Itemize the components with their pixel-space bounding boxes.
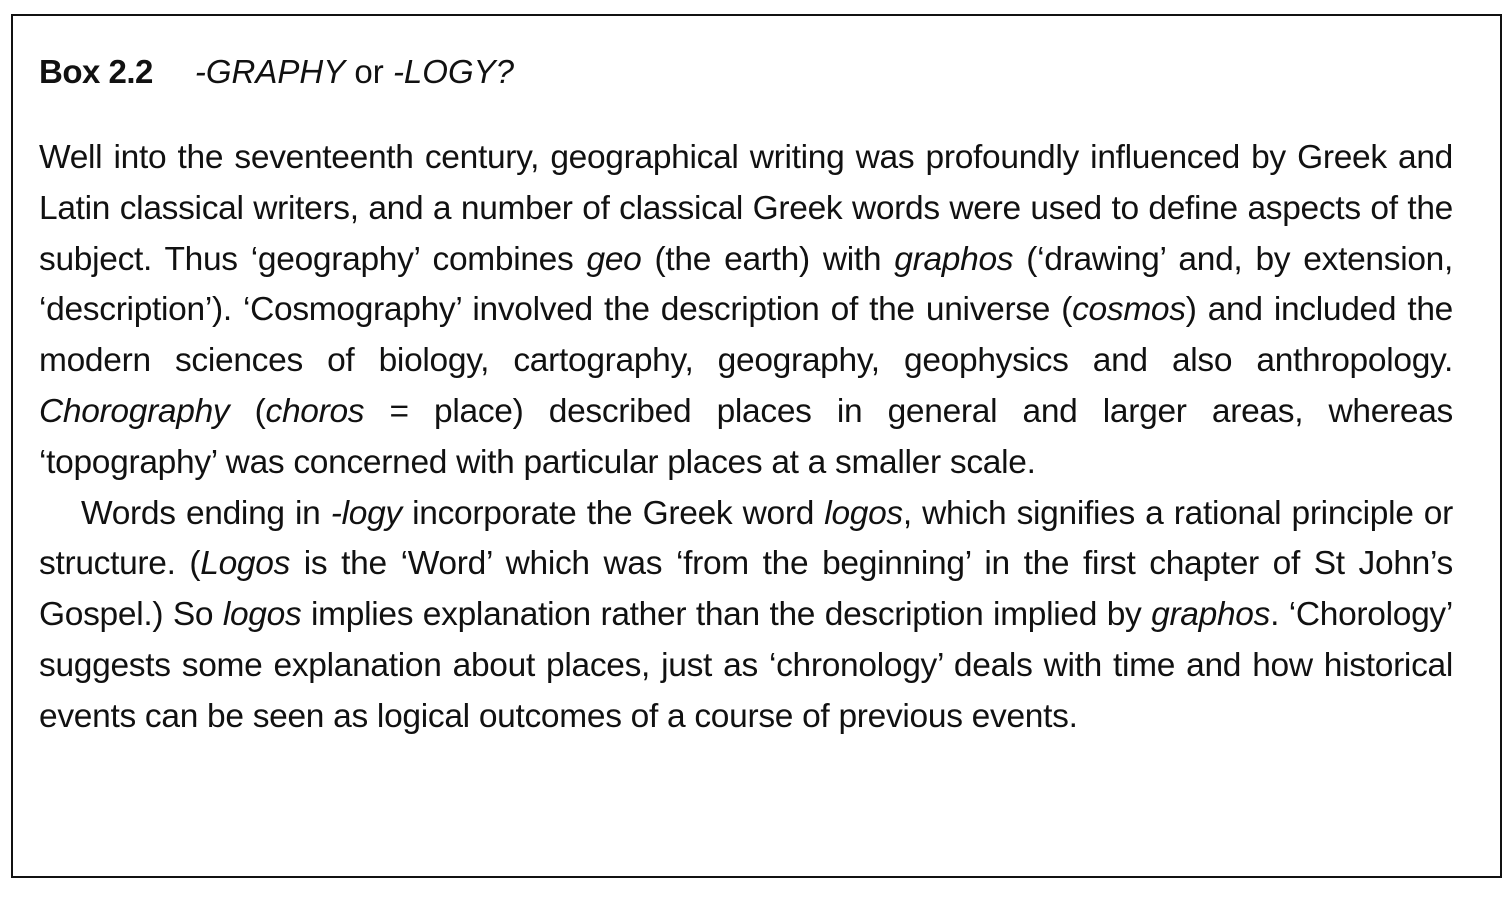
text-run: ) and included the modern sciences of biology, cartography, geography, geophysics and also anthropology. [39, 291, 1453, 380]
text-run: implies explanation rather than the description implied by [301, 596, 1152, 634]
italic-term: logos [222, 596, 302, 634]
box-title-or: or [345, 53, 393, 90]
paragraph-1 [39, 133, 1453, 489]
italic-term: Chorography [39, 392, 230, 430]
box-label: Box 2.2 [39, 53, 153, 90]
italic-term: Logos [200, 545, 291, 583]
italic-term: cosmos [1072, 291, 1186, 329]
box-title-logy: -LOGY? [392, 53, 514, 90]
text-run: (the earth) with [641, 240, 895, 278]
italic-term: -logy [330, 494, 402, 532]
text-run: . ‘Chorology’ suggests some explanation about places, just as ‘chronology’ deals with time and how historical events can be seen as logical outcomes of a course of previous events. [39, 596, 1453, 735]
box-body [39, 133, 1453, 743]
italic-term: logos [824, 494, 903, 532]
text-run: incorporate the Greek word [401, 494, 825, 532]
text-run: ( [229, 392, 266, 430]
paragraph-2 [39, 489, 1453, 743]
italic-term: choros [265, 392, 365, 430]
text-run: Words ending in [81, 494, 331, 532]
text-run: = place) described places in general and larger areas, whereas ‘topography’ was concerned with particular places at a smaller scale. [39, 392, 1453, 481]
italic-term: graphos [894, 240, 1014, 278]
text-run: is the ‘Word’ which was ‘from the beginning’ in the first chapter of St John’s Gospel.) So [39, 545, 1453, 634]
text-run: , which signifies a rational principle or structure. ( [39, 494, 1453, 583]
box-header [39, 52, 514, 92]
text-run: (‘drawing’ and, by extension, ‘description’). ‘Cosmography’ involved the description of the universe ( [39, 240, 1454, 329]
italic-term: geo [586, 240, 642, 278]
box-title-graphy: -GRAPHY [194, 53, 346, 90]
italic-term: graphos [1151, 596, 1271, 634]
text-run: Well into the seventeenth century, geographical writing was profoundly influenced by Greek and Latin classical writers, and a number of classical Greek words were used to define aspects of the subject. Thus ‘geography’ combines [39, 139, 1453, 278]
